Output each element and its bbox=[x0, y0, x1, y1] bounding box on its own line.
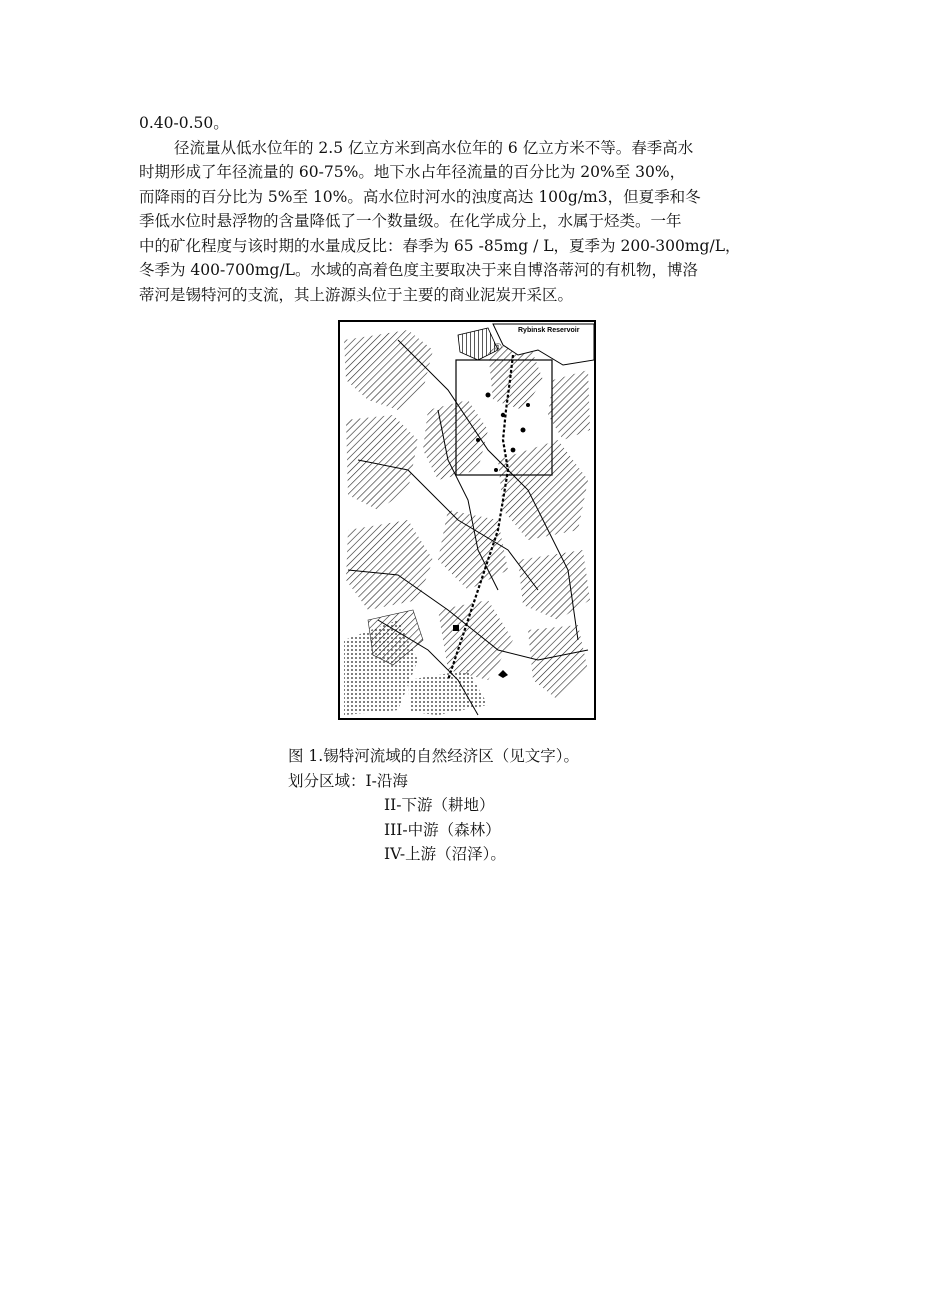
text-line: 蒂河是锡特河的支流，其上游源头位于主要的商业泥炭开采区。 bbox=[139, 285, 574, 304]
figure-caption bbox=[288, 744, 579, 867]
caption-region: II-下游（耕地） bbox=[384, 796, 495, 814]
map-label-reservoir: Rybinsk Reservoir bbox=[518, 327, 580, 334]
caption-region: III-中游（森林） bbox=[384, 820, 501, 839]
caption-region: IV-上游（沼泽）。 bbox=[384, 845, 506, 863]
body-text bbox=[139, 111, 789, 307]
text-line: 而降雨的百分比为 5%至 10%。高水位时河水的浊度高达 100g/m3，但夏季和冬 bbox=[139, 187, 701, 206]
text-line: 0.40-0.50。 bbox=[139, 114, 229, 132]
text-line: 径流量从低水位年的 2.5 亿立方米到高水位年的 6 亿立方米不等。春季高水 bbox=[174, 138, 694, 157]
text-line: 时期形成了年径流量的 60-75%。地下水占年径流量的百分比为 20%至 30%， bbox=[139, 163, 686, 181]
map-marker: ① bbox=[494, 342, 503, 352]
text-line: 季低水位时悬浮物的含量降低了一个数量级。在化学成分上，水属于烃类。一年 bbox=[139, 212, 682, 230]
caption-title: 图 1.锡特河流域的自然经济区（见文字）。 bbox=[288, 747, 579, 765]
basin-map bbox=[338, 320, 596, 720]
basin-map-figure bbox=[338, 320, 596, 720]
caption-intro: 划分区域：I-沿海 bbox=[288, 771, 408, 790]
text-line: 中的矿化程度与该时期的水量成反比：春季为 65 -85mg / L，夏季为 200-300mg/L， bbox=[139, 236, 741, 255]
text-line: 冬季为 400-700mg/L。水域的高着色度主要取决于来自博洛蒂河的有机物，博洛 bbox=[139, 261, 698, 279]
